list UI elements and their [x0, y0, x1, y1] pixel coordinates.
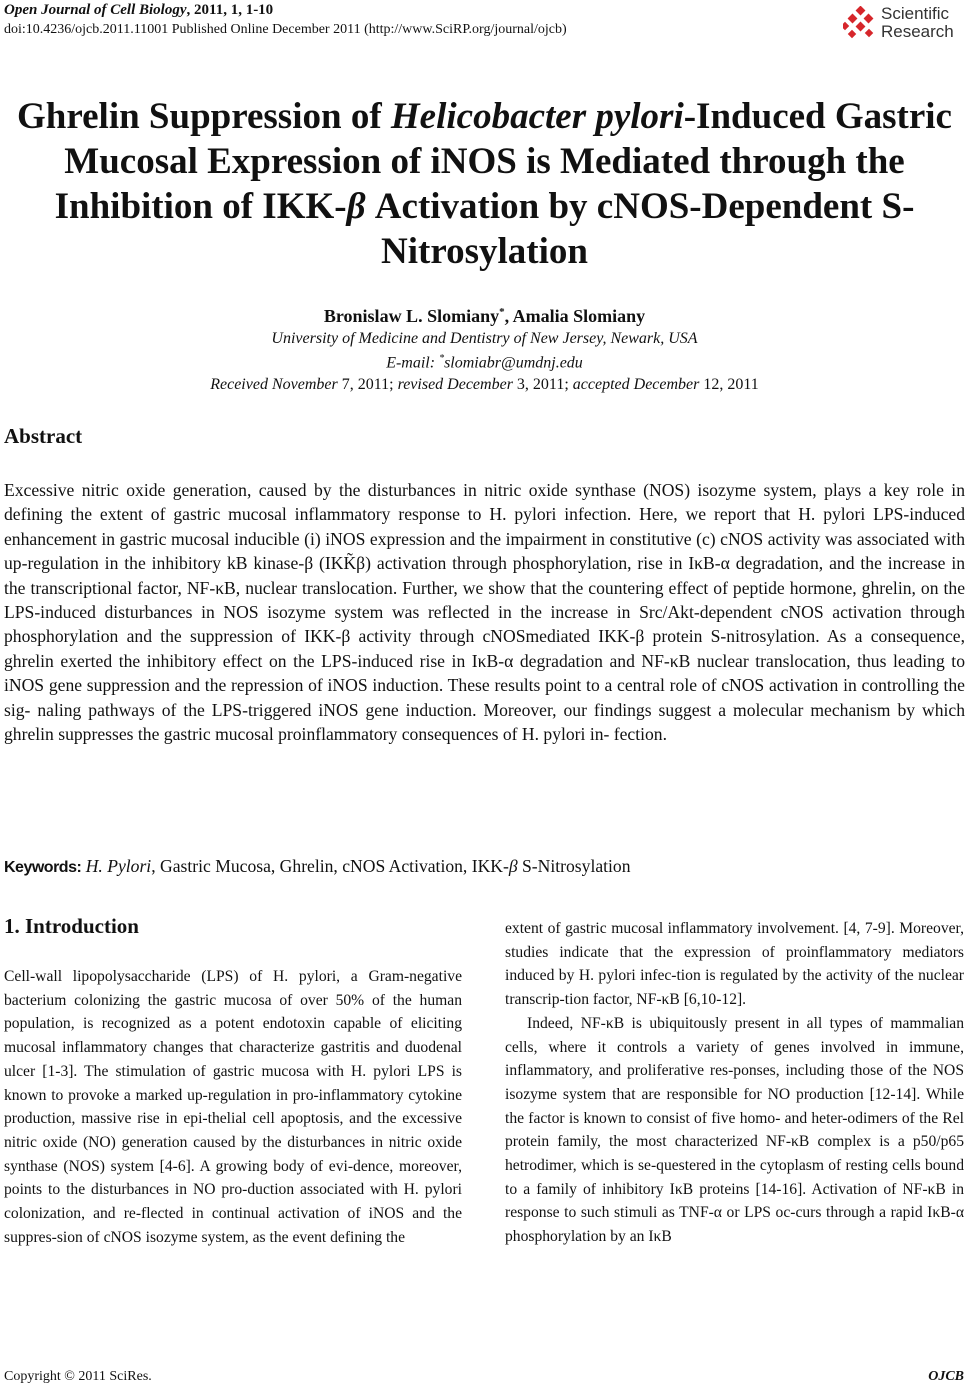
title-part3: Activation by cNOS-Dependent S-Nitrosylation	[365, 186, 915, 272]
email-line	[0, 353, 969, 372]
keywords-end: S-Nitrosylation	[517, 856, 631, 876]
logo-text-line2: Research	[881, 22, 954, 41]
keyword-1: H. Pylori	[85, 856, 152, 876]
doi-line: doi:10.4236/ojcb.2011.11001 Published Online December 2011 (http://www.SciRP.org/journal/ojcb)	[4, 22, 567, 37]
authors	[0, 306, 969, 327]
revised-label: revised December	[397, 376, 513, 393]
author-1: Bronislaw L. Slomiany	[323, 306, 500, 326]
author-2: , Amalia Slomiany	[504, 306, 646, 326]
email-link[interactable]: slomiabr@umdnj.edu	[444, 354, 583, 372]
intro-heading: 1. Introduction	[4, 914, 139, 938]
title-part2: -Induced Gastric Mucosal Expression of iNOS is Mediated through the Inhibition of IKK-	[54, 96, 952, 227]
dates-line	[0, 376, 969, 394]
intro-paragraph-1: Cell-wall lipopolysaccharide (LPS) of H. pylori, a Gram-negative bacterium colonizing the gastric mucosa of over 50% of the human population, is recognized as a potent endotoxin capable of eliciting mucosal inflammatory changes that characterize gastritis and duodenal ulcer [1-3]. The stimulation of gastric mucosa with H. pylori LPS is known to provoke a marked up-regulation in pro-inflammatory cytokine production, massive rise in epi-thelial cell apoptosis, and the excessive nitric oxide (NO) generation caused by the disturbances in nitric oxide synthase (NOS) system [4-6]. A growing body of evi-dence, moreover, points to the disturbances in NO pro-duction associated with H. pylori colonization, and re-flected in continual activation of iNOS and the suppres-sion of cNOS isozyme system, as the event defining the	[4, 968, 462, 1246]
keyword-beta: β	[508, 856, 518, 876]
journal-abbr: OJCB	[928, 1369, 964, 1384]
accepted-label: accepted December	[572, 376, 700, 393]
journal-header	[4, 2, 273, 19]
title-beta: β	[346, 186, 366, 227]
keywords-label: Keywords:	[4, 859, 82, 876]
intro-paragraph-3: Indeed, NF-κB is ubiquitously present in all types of mammalian cells, where it controls a variety of genes involved in immune, inflammatory, and proliferative res-ponses, including those of the NOS isozyme system that are responsible for NO production [12-14]. While the factor is known to consist of five homo- and heter-odimers of the Rel protein family, the most characterized NF-κB complex is a p50/p65 hetrodimer, which is se-questered in the cytoplasm of resting cells bound to a family of inhibitory IκB proteins [14-16]. Activation of NF-κB in response to such stimuli as TNF-α or LPS oc-curs through a rapid IκB-α phosphorylation by an IκB	[505, 1014, 964, 1246]
keywords-rest: , Gastric Mucosa, Ghrelin, cNOS Activation, IKK-	[151, 856, 509, 876]
journal-name: Open Journal of Cell Biology	[4, 2, 187, 18]
abstract-heading: Abstract	[4, 424, 83, 448]
title-italic: Helicobacter pylori	[390, 96, 684, 137]
keywords	[4, 856, 631, 877]
received-date: 7, 2011;	[337, 376, 398, 393]
intro-column-1	[4, 965, 462, 1249]
revised-date: 3, 2011;	[512, 376, 573, 393]
affiliation: University of Medicine and Dentistry of New Jersey, Newark, USA	[271, 330, 698, 347]
logo-text-line1: Scientific	[881, 4, 950, 23]
received-label: Received November	[210, 376, 338, 393]
email-star: *	[439, 353, 445, 364]
accepted-date: 12, 2011	[699, 376, 759, 393]
title-part1: Ghrelin Suppression of	[17, 96, 391, 137]
publisher-logo	[843, 4, 963, 44]
copyright: Copyright © 2011 SciRes.	[4, 1369, 152, 1384]
abstract-text: Excessive nitric oxide generation, caused by the disturbances in nitric oxide synthase (NOS) isozyme system, plays a key role in defining the extent of gastric mucosal inflammatory response to H. pylori infection. Here, we report that H. pylori LPS-induced enhancement in gastric mucosal inducible (i) iNOS expression and the impairment in constitutive (c) cNOS activity was associated with up-regulation in the inhibitory kB kinase-β (IKK̃β) activation through phosphorylation, rise in IκB-α degradation, and the increase in the transcriptional factor, NF-κB, nuclear translocation. Further, we show that the countering effect of peptide hormone, ghrelin, on the LPS-induced disturbances in NOS isozyme system was reflected in the increase in Src/Akt-dependent cNOS activation through phosphorylation and the suppression of IKK-β activity through cNOSmediated IKK-β protein S-nitrosylation. As a consequence, ghrelin exerted the inhibitory effect on the LPS-induced rise in IκB-α degradation and NF-κB nuclear translocation, thus leading to iNOS gene suppression and the repression of iNOS induction. These results point to a central role of cNOS activation in controlling the sig- naling pathways of the LPS-triggered iNOS gene induction. Moreover, our findings suggest a molecular mechanism by which ghrelin suppresses the gastric mucosal proinflammatory consequences of H. pylori in- fection.	[4, 480, 965, 745]
corresponding-mark: *	[499, 306, 505, 318]
paper-title	[0, 94, 969, 274]
journal-volume: , 2011, 1, 1-10	[186, 2, 274, 18]
intro-column-2	[505, 917, 964, 1249]
intro-paragraph-2: extent of gastric mucosal inflammatory involvement. [4, 7-9]. Moreover, studies indicate that the expression of proinflammatory mediators induced by H. pylori infec-tion is regulated by the activity of the nuclear transcrip-tion factor, NF-κB [6,10-12].	[505, 920, 964, 1009]
logo-mark-icon	[843, 6, 879, 42]
email-label: E-mail:	[386, 354, 440, 372]
